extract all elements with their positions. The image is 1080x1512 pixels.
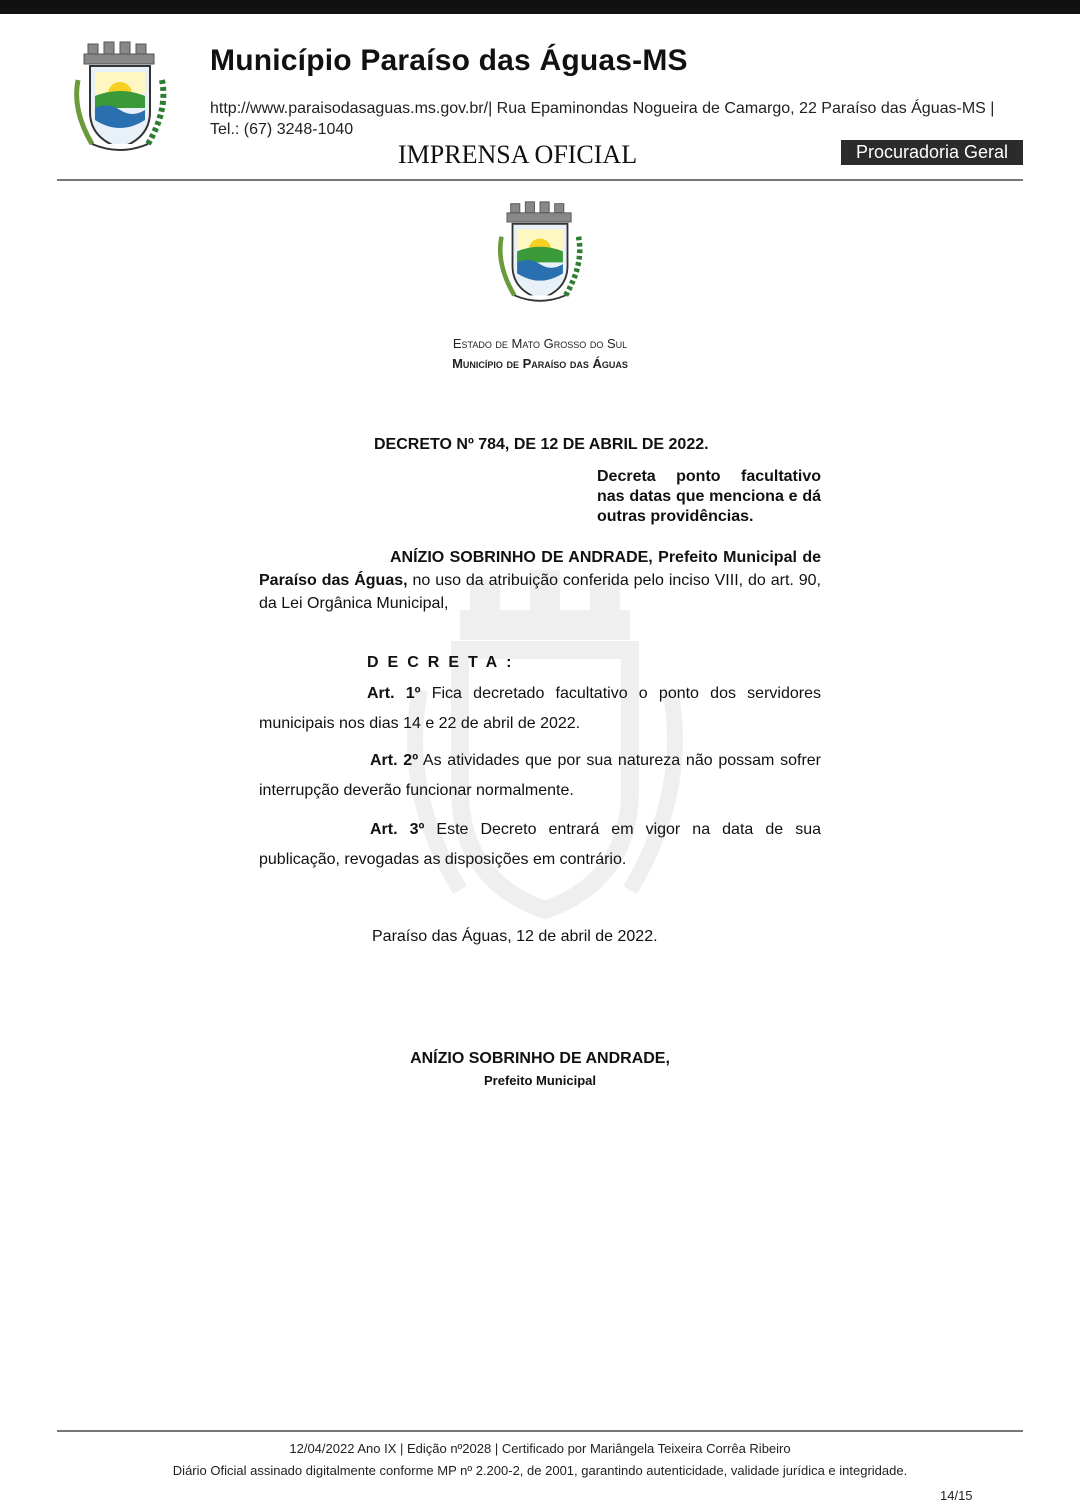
page-number: 14/15 <box>940 1488 973 1503</box>
decreta-heading: DECRETA: <box>367 654 521 671</box>
footer-certification: Diário Oficial assinado digitalmente conforme MP nº 2.200-2, de 2001, garantindo autenticidade, validade jurídica e integridade. <box>172 1463 908 1478</box>
preamble <box>259 546 821 615</box>
decree-title: DECRETO Nº 784, DE 12 DE ABRIL DE 2022. <box>374 436 709 453</box>
top-bar <box>0 0 1080 14</box>
state-line: Estado de Mato Grosso do Sul <box>452 336 628 351</box>
article-text: As atividades que por sua natureza não possam sofrer interrupção deverão funcionar normalmente. <box>259 752 822 799</box>
preamble-author: ANÍZIO SOBRINHO DE ANDRADE, Prefeito Municipal de Paraíso das Águas, <box>259 549 821 589</box>
header-contact: http://www.paraisodasaguas.ms.gov.br/| Rua Epaminondas Nogueira de Camargo, 22 Paraíso das Águas-MS | Tel.: (67) 3248-1040 <box>210 100 995 138</box>
municipality-line: Município de Paraíso das Águas <box>452 356 628 371</box>
coat-of-arms-icon <box>68 40 172 160</box>
article-1 <box>259 679 821 739</box>
page-title: Município Paraíso das Águas-MS <box>210 44 688 77</box>
signature-role: Prefeito Municipal <box>484 1073 596 1088</box>
signature-name: ANÍZIO SOBRINHO DE ANDRADE, <box>410 1050 670 1067</box>
preamble-text: no uso da atribuição conferida pelo inciso VIII, do art. 90, da Lei Orgânica Municipal, <box>259 572 821 612</box>
article-label: Art. 1º <box>367 685 421 702</box>
article-text: Fica decretado facultativo o ponto dos servidores municipais nos dias 14 e 22 de abril de 2022. <box>259 685 821 732</box>
department-badge: Procuradoria Geral <box>841 140 1023 165</box>
place-date: Paraíso das Águas, 12 de abril de 2022. <box>372 928 658 945</box>
coat-of-arms-icon <box>486 200 594 310</box>
article-2 <box>259 746 821 806</box>
header-divider <box>57 179 1023 181</box>
decree-summary: Decreta ponto facultativo nas datas que menciona e dá outras providências. <box>597 468 821 525</box>
article-label: Art. 2º <box>370 752 419 769</box>
article-label: Art. 3º <box>370 821 425 838</box>
footer-divider <box>57 1430 1023 1432</box>
footer-edition-info: 12/04/2022 Ano IX | Edição nº2028 | Certificado por Mariângela Teixeira Corrêa Ribeiro <box>289 1441 791 1456</box>
article-3 <box>259 815 821 875</box>
section-title: IMPRENSA OFICIAL <box>398 140 638 169</box>
article-text: Este Decreto entrará em vigor na data de sua publicação, revogadas as disposições em contrário. <box>259 821 821 868</box>
